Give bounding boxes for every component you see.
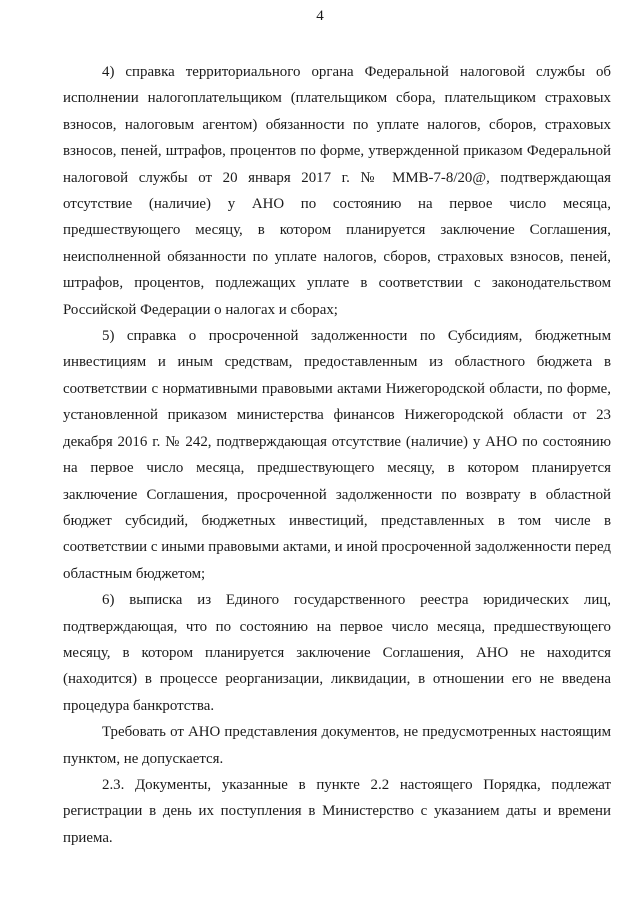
paragraph-section-2-3: 2.3. Документы, указанные в пункте 2.2 настоящего Порядка, подлежат регистрации в день их поступления в Министерство с указанием даты и времени приема. [63,776,611,846]
page-number: 4 [316,8,324,24]
document-body [63,59,611,851]
paragraph-item-6: 6) выписка из Единого государственного реестра юридических лиц, подтверждающая, что по состоянию на первое число месяца, предшествующего месяцу, в котором планируется заключение Соглашения, АНО не находится (находится) в процессе реорганизации, ликвидации, в отношении его не введена процедура банкротства. [63,592,611,714]
paragraph-item-4: 4) справка территориального органа Федеральной налоговой службы об исполнении налогоплательщиком (плательщиком сбора, плательщиком страховых взносов, налоговым агентом) обязанности по уплате налогов, сборов, страховых взносов, пеней, штрафов, процентов по форме, утвержденной приказом Федеральной налоговой службы от 20 января 2017 г. № ММВ-7-8/20@, подтверждающая отсутствие (наличие) у АНО по состоянию на первое число месяца, предшествующего месяцу, в котором планируется заключение Соглашения, неисполненной обязанности по уплате налогов, сборов, страховых взносов, пеней, штрафов, процентов, подлежащих уплате в соответствии с законодательством Российской Федерации о налогах и сборах; [63,64,611,318]
paragraph-restriction: Требовать от АНО представления документов, не предусмотренных настоящим пунктом, не допускается. [63,724,611,767]
paragraph-item-5: 5) справка о просроченной задолженности по Субсидиям, бюджетным инвестициям и иным средствам, предоставленным из областного бюджета в соответствии с нормативными правовыми актами Нижегородской области, по форме, установленной приказом министерства финансов Нижегородской области от 23 декабря 2016 г. № 242, подтверждающая отсутствие (наличие) у АНО по состоянию на первое число месяца, предшествующего месяцу, в котором планируется заключение Соглашения, просроченной задолженности по возврату в областной бюджет субсидий, бюджетных инвестиций, представленных в том числе в соответствии с иными правовыми актами, и иной просроченной задолженности перед областным бюджетом; [63,328,611,582]
